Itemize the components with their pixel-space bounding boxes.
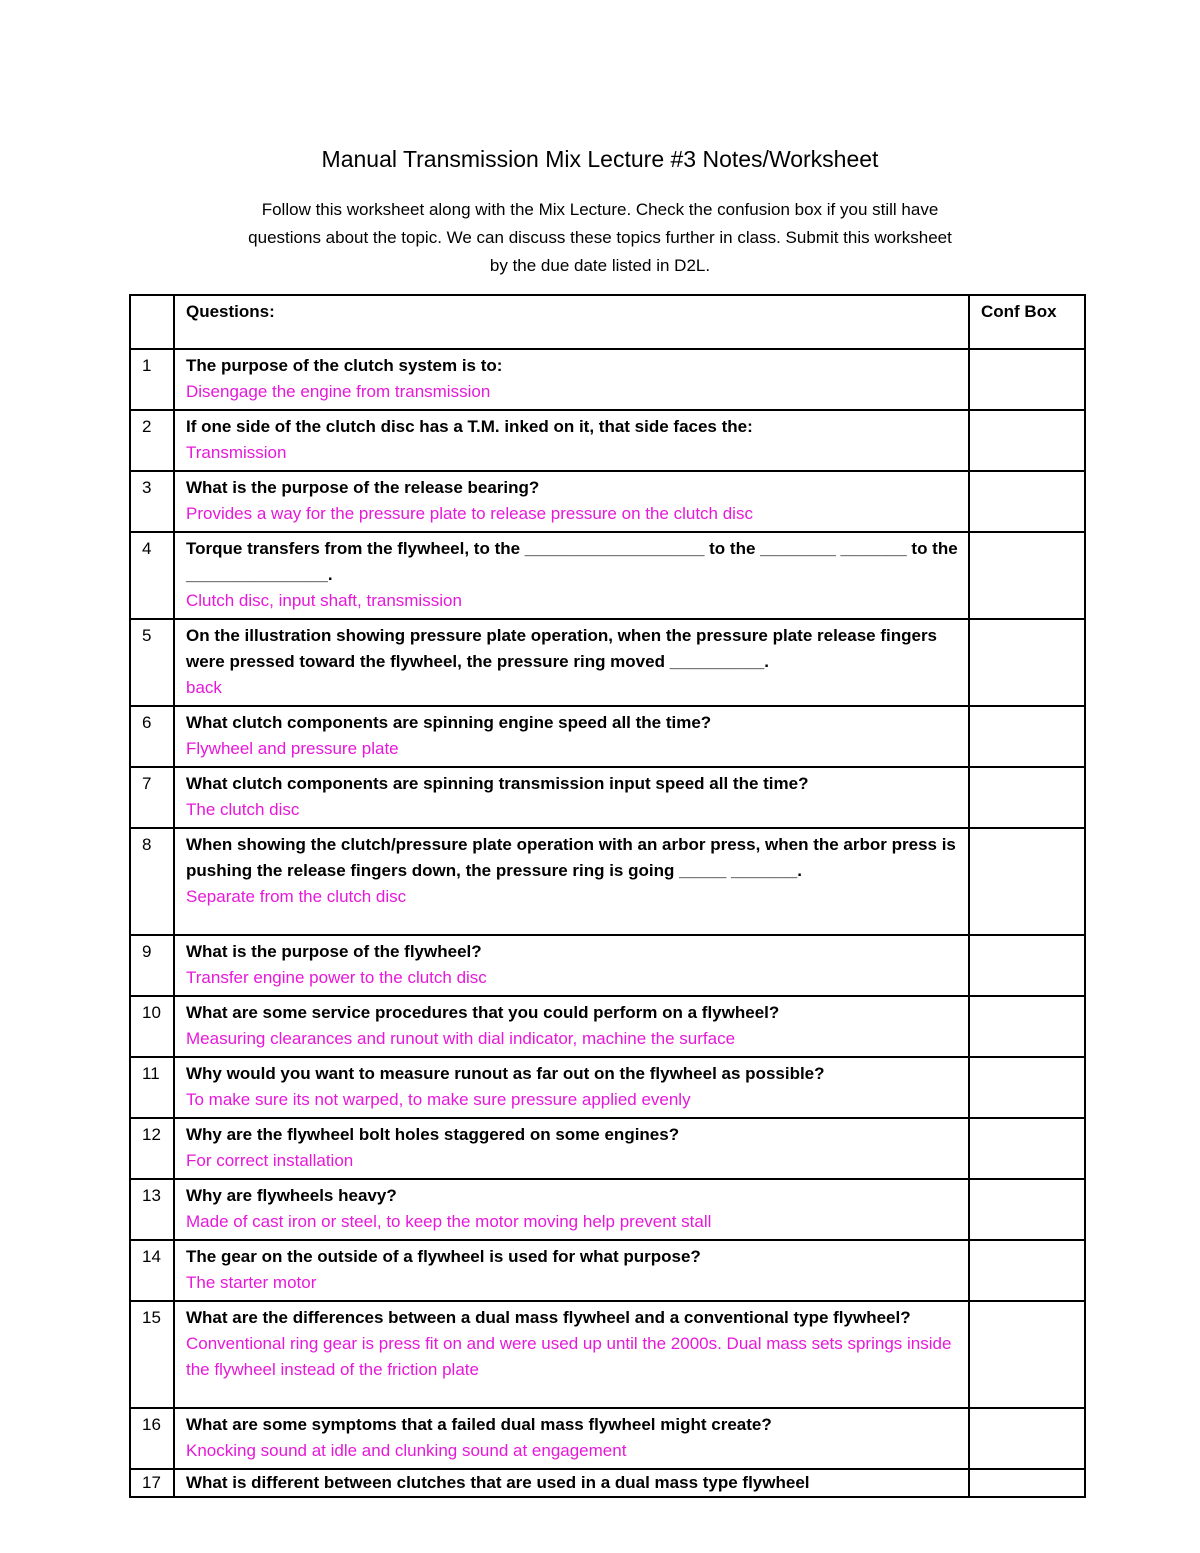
table-row (130, 471, 1085, 532)
answer-text: Disengage the engine from transmission (186, 382, 491, 401)
question-text: If one side of the clutch disc has a T.M. inked on it, that side faces the: (186, 417, 753, 436)
question-number: 10 (130, 996, 174, 1057)
question-cell (174, 619, 969, 706)
question-cell (174, 1118, 969, 1179)
question-cell (174, 1240, 969, 1301)
question-number: 16 (130, 1408, 174, 1469)
table-row (130, 1469, 1085, 1497)
question-text: Why are the flywheel bolt holes staggered on some engines? (186, 1125, 680, 1144)
confusion-box[interactable] (969, 471, 1085, 532)
question-cell (174, 767, 969, 828)
table-row (130, 1179, 1085, 1240)
question-cell (174, 706, 969, 767)
confusion-box[interactable] (969, 706, 1085, 767)
question-text: What are the differences between a dual mass flywheel and a conventional type flywheel? (186, 1308, 911, 1327)
answer-text: Conventional ring gear is press fit on and were used up until the 2000s. Dual mass sets springs inside the flywheel instead of the friction plate (186, 1334, 952, 1379)
question-number: 7 (130, 767, 174, 828)
question-cell (174, 532, 969, 619)
table-header-row (130, 295, 1085, 349)
question-cell (174, 935, 969, 996)
question-text: Why are flywheels heavy? (186, 1186, 397, 1205)
question-number: 9 (130, 935, 174, 996)
question-cell (174, 410, 969, 471)
questions-header: Questions: (174, 295, 969, 349)
confusion-box[interactable] (969, 532, 1085, 619)
question-text: What is different between clutches that are used in a dual mass type flywheel (186, 1473, 810, 1492)
question-number: 11 (130, 1057, 174, 1118)
question-text: What clutch components are spinning engine speed all the time? (186, 713, 712, 732)
question-cell (174, 996, 969, 1057)
confusion-box[interactable] (969, 1408, 1085, 1469)
instruction-line: Follow this worksheet along with the Mix Lecture. Check the confusion box if you still have (261, 200, 939, 219)
question-text: What are some service procedures that you could perform on a flywheel? (186, 1003, 780, 1022)
question-cell (174, 349, 969, 410)
instruction-line: questions about the topic. We can discuss these topics further in class. Submit this worksheet (248, 228, 952, 247)
answer-text: back (186, 678, 222, 697)
question-cell (174, 1301, 969, 1408)
question-number: 13 (130, 1179, 174, 1240)
question-cell (174, 1057, 969, 1118)
table-row (130, 706, 1085, 767)
table-row (130, 1057, 1085, 1118)
worksheet-table (129, 294, 1086, 1498)
answer-text: Made of cast iron or steel, to keep the motor moving help prevent stall (186, 1212, 712, 1231)
question-cell (174, 1469, 969, 1497)
number-header-cell (130, 295, 174, 349)
question-cell (174, 1408, 969, 1469)
confusion-box[interactable] (969, 349, 1085, 410)
question-number: 4 (130, 532, 174, 619)
answer-text: The starter motor (186, 1273, 317, 1292)
table-row (130, 349, 1085, 410)
confusion-box[interactable] (969, 410, 1085, 471)
table-row (130, 1408, 1085, 1469)
question-cell (174, 471, 969, 532)
answer-text: To make sure its not warped, to make sure pressure applied evenly (186, 1090, 691, 1109)
answer-text: Provides a way for the pressure plate to release pressure on the clutch disc (186, 504, 753, 523)
confusion-box[interactable] (969, 1118, 1085, 1179)
answer-text: Transmission (186, 443, 287, 462)
question-text: On the illustration showing pressure plate operation, when the pressure plate release fingers were pressed toward the flywheel, the pressure ring moved __________. (186, 626, 938, 671)
confusion-box[interactable] (969, 828, 1085, 935)
question-text: What is the purpose of the release bearing? (186, 478, 540, 497)
question-number: 2 (130, 410, 174, 471)
table-row (130, 619, 1085, 706)
table-row (130, 410, 1085, 471)
answer-text: Knocking sound at idle and clunking sound at engagement (186, 1441, 627, 1460)
question-text: Torque transfers from the flywheel, to the ___________________ to the ________ _______ to the _______________. (186, 539, 958, 584)
answer-text: Flywheel and pressure plate (186, 739, 399, 758)
table-row (130, 1240, 1085, 1301)
conf-box-header: Conf Box (969, 295, 1085, 349)
question-number: 1 (130, 349, 174, 410)
answer-text: Clutch disc, input shaft, transmission (186, 591, 462, 610)
question-text: What clutch components are spinning transmission input speed all the time? (186, 774, 809, 793)
answer-text: Measuring clearances and runout with dial indicator, machine the surface (186, 1029, 736, 1048)
confusion-box[interactable] (969, 767, 1085, 828)
question-text: The gear on the outside of a flywheel is used for what purpose? (186, 1247, 701, 1266)
question-text: When showing the clutch/pressure plate operation with an arbor press, when the arbor press is pushing the release fingers down, the pressure ring is going _____ _______. (186, 835, 956, 880)
answer-text: The clutch disc (186, 800, 300, 819)
question-text: The purpose of the clutch system is to: (186, 356, 503, 375)
question-number: 17 (130, 1469, 174, 1497)
confusion-box[interactable] (969, 1240, 1085, 1301)
question-text: Why would you want to measure runout as far out on the flywheel as possible? (186, 1064, 825, 1083)
table-row (130, 935, 1085, 996)
table-row (130, 1301, 1085, 1408)
question-number: 15 (130, 1301, 174, 1408)
table-row (130, 996, 1085, 1057)
question-number: 6 (130, 706, 174, 767)
worksheet-instructions (130, 196, 1070, 280)
confusion-box[interactable] (969, 1057, 1085, 1118)
table-row (130, 767, 1085, 828)
question-text: What are some symptoms that a failed dual mass flywheel might create? (186, 1415, 772, 1434)
question-number: 14 (130, 1240, 174, 1301)
table-row (130, 1118, 1085, 1179)
worksheet-title: Manual Transmission Mix Lecture #3 Notes/Worksheet (321, 146, 879, 172)
confusion-box[interactable] (969, 935, 1085, 996)
answer-text: For correct installation (186, 1151, 354, 1170)
table-row (130, 532, 1085, 619)
confusion-box[interactable] (969, 996, 1085, 1057)
question-text: What is the purpose of the flywheel? (186, 942, 482, 961)
confusion-box[interactable] (969, 619, 1085, 706)
confusion-box[interactable] (969, 1301, 1085, 1408)
question-number: 8 (130, 828, 174, 935)
confusion-box[interactable] (969, 1179, 1085, 1240)
answer-text: Transfer engine power to the clutch disc (186, 968, 487, 987)
table-row (130, 828, 1085, 935)
question-number: 5 (130, 619, 174, 706)
question-number: 3 (130, 471, 174, 532)
answer-text: Separate from the clutch disc (186, 887, 407, 906)
question-cell (174, 1179, 969, 1240)
confusion-box[interactable] (969, 1469, 1085, 1497)
question-cell (174, 828, 969, 935)
instruction-line: by the due date listed in D2L. (489, 256, 711, 275)
question-number: 12 (130, 1118, 174, 1179)
